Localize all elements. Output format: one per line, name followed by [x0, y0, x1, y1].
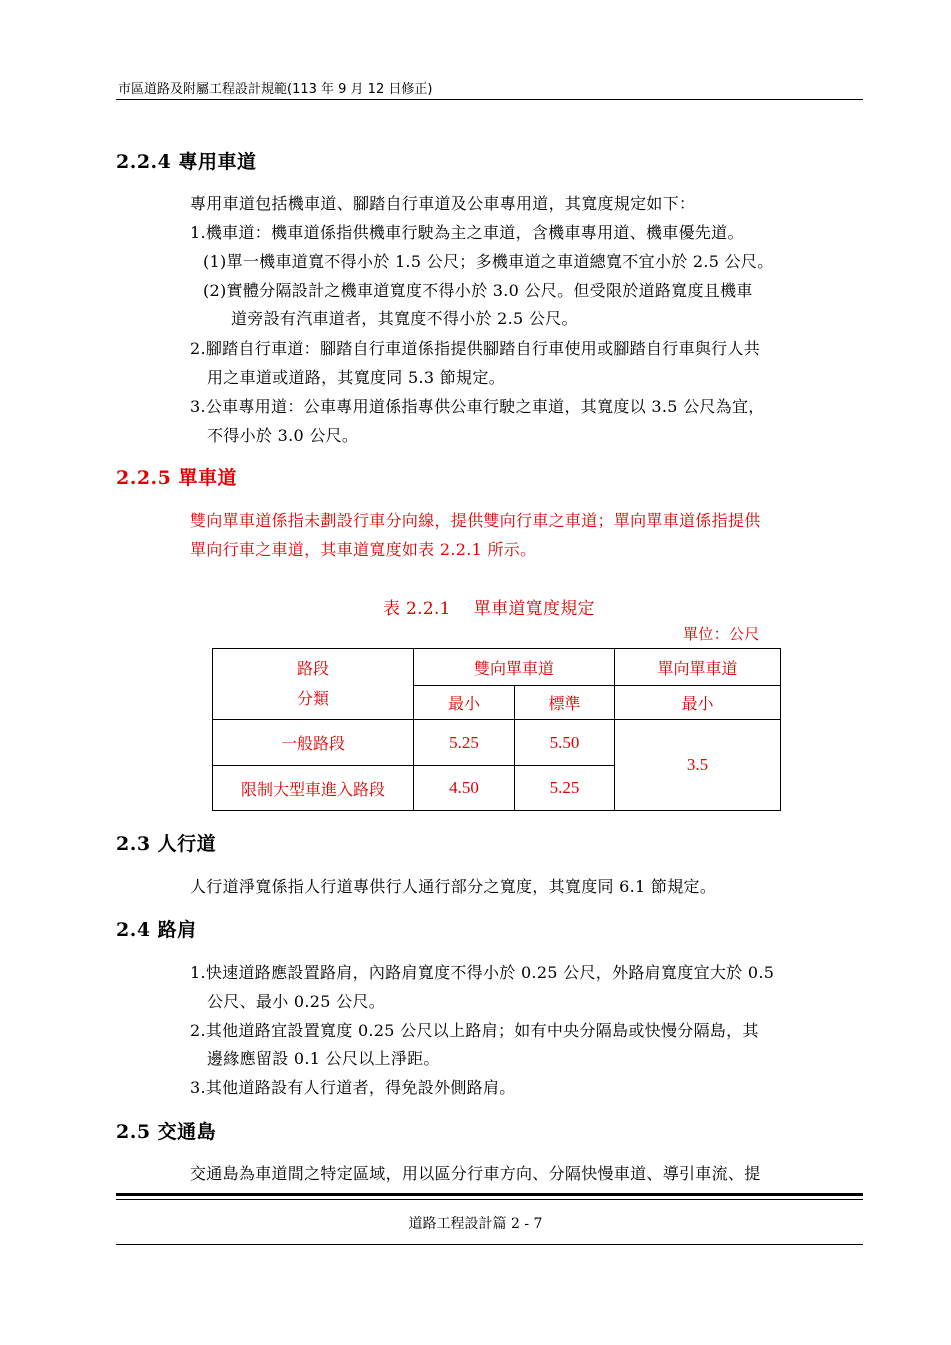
row-min: 4.50	[414, 766, 515, 811]
heading-2-2-4: 2.2.4 專用車道	[116, 151, 257, 173]
list-item-continued: 不得小於 3.0 公尺。	[207, 426, 359, 445]
header-section: 路段	[296, 659, 329, 678]
paragraph-line: 單向行車之車道，其車道寬度如表 2.2.1 所示。	[190, 540, 537, 559]
table-unit: 單位：公尺	[683, 625, 760, 643]
row-name: 一般路段	[213, 720, 414, 766]
header-min: 最小	[414, 686, 515, 720]
row-name: 限制大型車進入路段	[213, 766, 414, 811]
list-item: 3.其他道路設有人行道者，得免設外側路肩。	[190, 1078, 516, 1097]
sub-list-item-continued: 道旁設有汽車道者，其寬度不得小於 2.5 公尺。	[231, 309, 578, 328]
row-standard: 5.25	[515, 766, 615, 811]
paragraph-line: 專用車道包括機車道、腳踏自行車道及公車專用道，其寬度規定如下：	[190, 194, 696, 213]
paragraph-line: 交通島為車道間之特定區域，用以區分行車方向、分隔快慢車道、導引車流、提	[190, 1164, 761, 1183]
footer-rule-thick	[116, 1193, 863, 1196]
heading-2-4: 2.4 路肩	[116, 919, 197, 941]
list-item: 2.其他道路宜設置寬度 0.25 公尺以上路肩；如有中央分隔島或快慢分隔島，其	[190, 1021, 759, 1040]
list-item: 3.公車專用道：公車專用道係指專供公車行駛之車道，其寬度以 3.5 公尺為宜，	[190, 397, 765, 416]
list-item-continued: 用之車道或道路，其寬度同 5.3 節規定。	[207, 368, 505, 387]
heading-2-5: 2.5 交通島	[116, 1121, 217, 1143]
row-min: 5.25	[414, 720, 515, 766]
table-row	[213, 720, 781, 766]
one-way-min-value: 3.5	[615, 720, 781, 811]
header-section-class	[213, 649, 414, 720]
sub-list-item: (2)實體分隔設計之機車道寬度不得小於 3.0 公尺。但受限於道路寬度且機車	[203, 281, 753, 300]
header-standard: 標準	[515, 686, 615, 720]
header-rule	[116, 99, 863, 100]
footer-bottom-rule	[116, 1244, 863, 1245]
list-item: 1.機車道：機車道係指供機車行駛為主之車道，含機車專用道、機車優先道。	[190, 223, 744, 242]
header-two-way: 雙向單車道	[414, 649, 615, 686]
sub-list-item: (1)單一機車道寬不得小於 1.5 公尺；多機車道之車道總寬不宜小於 2.5 公尺。	[203, 252, 774, 271]
list-item-continued: 公尺、最小 0.25 公尺。	[207, 992, 385, 1011]
list-item: 2.腳踏自行車道：腳踏自行車道係指提供腳踏自行車使用或腳踏自行車與行人共	[190, 339, 761, 358]
lane-width-table	[212, 648, 781, 811]
running-header: 市區道路及附屬工程設計規範(113 年 9 月 12 日修正)	[118, 82, 433, 97]
header-one-way: 單向單車道	[615, 649, 781, 686]
list-item-continued: 邊緣應留設 0.1 公尺以上淨距。	[207, 1049, 440, 1068]
heading-2-3: 2.3 人行道	[116, 833, 217, 855]
heading-2-2-5: 2.2.5 單車道	[116, 467, 238, 489]
header-min-one-way: 最小	[615, 686, 781, 720]
list-item: 1.快速道路應設置路肩，內路肩寬度不得小於 0.25 公尺，外路肩寬度宜大於 0.5	[190, 963, 775, 982]
paragraph-line: 雙向單車道係指未劃設行車分向線，提供雙向行車之車道；單向單車道係指提供	[190, 511, 761, 530]
row-standard: 5.50	[515, 720, 615, 766]
header-class: 分類	[296, 689, 329, 708]
table-caption: 表 2.2.1 單車道寬度規定	[383, 599, 595, 619]
footer-rule-thin	[116, 1199, 863, 1200]
paragraph-line: 人行道淨寬係指人行道專供行人通行部分之寬度，其寬度同 6.1 節規定。	[190, 877, 717, 896]
page-number: 道路工程設計篇 2 - 7	[408, 1216, 543, 1232]
